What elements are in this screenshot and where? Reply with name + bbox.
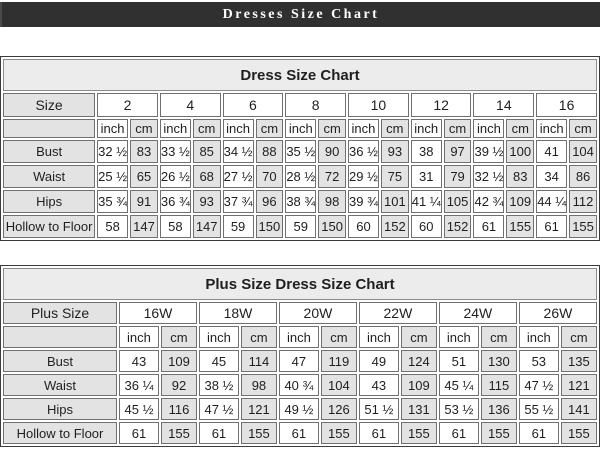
measurement-value-cell: 130 xyxy=(481,350,517,372)
unit-corner-cell xyxy=(3,119,95,138)
measurement-value-cell: 27 ½ xyxy=(223,165,254,188)
measurement-value-cell: 34 xyxy=(536,165,567,188)
measurement-value-cell: 86 xyxy=(569,165,597,188)
unit-inch-cell: inch xyxy=(285,119,316,138)
size-header-cell: 18W xyxy=(199,302,277,324)
plus-size-dress-size-chart-table xyxy=(0,265,600,447)
measurement-value-cell: 105 xyxy=(444,190,472,213)
measurement-value-cell: 88 xyxy=(256,140,284,163)
measurement-value-cell: 43 xyxy=(119,350,159,372)
size-header-cell: 22W xyxy=(359,302,437,324)
measurement-value-cell: 38 ¾ xyxy=(285,190,316,213)
measurement-value-cell: 61 xyxy=(119,422,159,444)
unit-inch-cell: inch xyxy=(519,326,559,348)
measurement-label: Bust xyxy=(3,350,117,372)
measurement-value-cell: 109 xyxy=(401,374,437,396)
measurement-value-cell: 29 ½ xyxy=(348,165,379,188)
size-corner-label: Size xyxy=(3,93,95,117)
measurement-label: Hips xyxy=(3,190,95,213)
page-header-bar xyxy=(0,2,600,27)
measurement-value-cell: 85 xyxy=(193,140,221,163)
measurement-value-cell: 96 xyxy=(256,190,284,213)
measurement-value-cell: 26 ½ xyxy=(160,165,191,188)
measurement-value-cell: 70 xyxy=(256,165,284,188)
size-header-cell: 20W xyxy=(279,302,357,324)
measurement-value-cell: 45 xyxy=(199,350,239,372)
measurement-value-cell: 43 xyxy=(359,374,399,396)
measurement-value-cell: 47 xyxy=(279,350,319,372)
measurement-value-cell: 60 xyxy=(411,215,442,238)
measurement-value-cell: 32 ½ xyxy=(97,140,128,163)
measurement-value-cell: 38 xyxy=(411,140,442,163)
measurement-value-cell: 155 xyxy=(401,422,437,444)
measurement-value-cell: 53 ½ xyxy=(439,398,479,420)
measurement-value-cell: 39 ¾ xyxy=(348,190,379,213)
size-corner-label: Plus Size xyxy=(3,302,117,324)
unit-cm-cell: cm xyxy=(506,119,534,138)
measurement-value-cell: 155 xyxy=(161,422,197,444)
measurement-value-cell: 37 ¾ xyxy=(223,190,254,213)
size-header-cell: 26W xyxy=(519,302,597,324)
measurement-value-cell: 36 ½ xyxy=(348,140,379,163)
measurement-label: Hips xyxy=(3,398,117,420)
measurement-value-cell: 147 xyxy=(130,215,158,238)
measurement-value-cell: 45 ¼ xyxy=(439,374,479,396)
measurement-value-cell: 61 xyxy=(519,422,559,444)
measurement-value-cell: 155 xyxy=(321,422,357,444)
measurement-value-cell: 35 ½ xyxy=(285,140,316,163)
measurement-value-cell: 34 ½ xyxy=(223,140,254,163)
measurement-value-cell: 115 xyxy=(481,374,517,396)
unit-cm-cell: cm xyxy=(241,326,277,348)
unit-inch-cell: inch xyxy=(97,119,128,138)
measurement-value-cell: 93 xyxy=(381,140,409,163)
measurement-value-cell: 47 ½ xyxy=(519,374,559,396)
measurement-value-cell: 49 ½ xyxy=(279,398,319,420)
measurement-value-cell: 155 xyxy=(569,215,597,238)
size-header-cell: 2 xyxy=(97,93,158,117)
measurement-label: Waist xyxy=(3,374,117,396)
measurement-label: Hollow to Floor xyxy=(3,215,95,238)
table-title: Plus Size Dress Size Chart xyxy=(3,268,597,300)
measurement-value-cell: 61 xyxy=(473,215,504,238)
measurement-label: Bust xyxy=(3,140,95,163)
unit-inch-cell: inch xyxy=(279,326,319,348)
measurement-value-cell: 112 xyxy=(569,190,597,213)
measurement-value-cell: 61 xyxy=(536,215,567,238)
size-header-cell: 16 xyxy=(536,93,597,117)
measurement-value-cell: 101 xyxy=(381,190,409,213)
unit-cm-cell: cm xyxy=(193,119,221,138)
measurement-value-cell: 136 xyxy=(481,398,517,420)
measurement-value-cell: 135 xyxy=(561,350,597,372)
unit-cm-cell: cm xyxy=(481,326,517,348)
measurement-value-cell: 49 xyxy=(359,350,399,372)
measurement-value-cell: 47 ½ xyxy=(199,398,239,420)
measurement-value-cell: 109 xyxy=(506,190,534,213)
measurement-value-cell: 119 xyxy=(321,350,357,372)
size-header-cell: 12 xyxy=(411,93,472,117)
measurement-value-cell: 155 xyxy=(241,422,277,444)
unit-cm-cell: cm xyxy=(318,119,346,138)
measurement-value-cell: 53 xyxy=(519,350,559,372)
measurement-value-cell: 147 xyxy=(193,215,221,238)
measurement-value-cell: 40 ¾ xyxy=(279,374,319,396)
measurement-value-cell: 114 xyxy=(241,350,277,372)
measurement-value-cell: 59 xyxy=(223,215,254,238)
dress-size-chart-table xyxy=(0,56,600,241)
measurement-value-cell: 55 ½ xyxy=(519,398,559,420)
measurement-value-cell: 36 ¾ xyxy=(160,190,191,213)
measurement-value-cell: 152 xyxy=(381,215,409,238)
size-header-cell: 6 xyxy=(223,93,284,117)
measurement-value-cell: 116 xyxy=(161,398,197,420)
measurement-value-cell: 61 xyxy=(199,422,239,444)
measurement-value-cell: 51 ½ xyxy=(359,398,399,420)
unit-inch-cell: inch xyxy=(223,119,254,138)
measurement-value-cell: 61 xyxy=(439,422,479,444)
page-title: Dresses Size Chart xyxy=(222,6,380,22)
size-header-cell: 4 xyxy=(160,93,221,117)
unit-inch-cell: inch xyxy=(160,119,191,138)
measurement-value-cell: 121 xyxy=(241,398,277,420)
measurement-value-cell: 51 xyxy=(439,350,479,372)
unit-cm-cell: cm xyxy=(256,119,284,138)
unit-inch-cell: inch xyxy=(199,326,239,348)
measurement-value-cell: 65 xyxy=(130,165,158,188)
measurement-value-cell: 72 xyxy=(318,165,346,188)
measurement-value-cell: 31 xyxy=(411,165,442,188)
measurement-value-cell: 121 xyxy=(561,374,597,396)
measurement-label: Waist xyxy=(3,165,95,188)
measurement-label: Hollow to Floor xyxy=(3,422,117,444)
measurement-value-cell: 83 xyxy=(130,140,158,163)
measurement-value-cell: 90 xyxy=(318,140,346,163)
measurement-value-cell: 28 ½ xyxy=(285,165,316,188)
size-header-cell: 10 xyxy=(348,93,409,117)
measurement-value-cell: 32 ½ xyxy=(473,165,504,188)
measurement-value-cell: 39 ½ xyxy=(473,140,504,163)
measurement-value-cell: 98 xyxy=(318,190,346,213)
table-title: Dress Size Chart xyxy=(3,59,597,91)
measurement-value-cell: 92 xyxy=(161,374,197,396)
measurement-value-cell: 25 ½ xyxy=(97,165,128,188)
measurement-value-cell: 58 xyxy=(160,215,191,238)
measurement-value-cell: 59 xyxy=(285,215,316,238)
measurement-value-cell: 61 xyxy=(359,422,399,444)
unit-cm-cell: cm xyxy=(569,119,597,138)
unit-cm-cell: cm xyxy=(381,119,409,138)
unit-inch-cell: inch xyxy=(473,119,504,138)
measurement-value-cell: 98 xyxy=(241,374,277,396)
measurement-value-cell: 79 xyxy=(444,165,472,188)
measurement-value-cell: 75 xyxy=(381,165,409,188)
unit-cm-cell: cm xyxy=(321,326,357,348)
measurement-value-cell: 45 ½ xyxy=(119,398,159,420)
measurement-value-cell: 91 xyxy=(130,190,158,213)
measurement-value-cell: 150 xyxy=(256,215,284,238)
size-header-cell: 14 xyxy=(473,93,534,117)
measurement-value-cell: 109 xyxy=(161,350,197,372)
measurement-value-cell: 41 xyxy=(536,140,567,163)
unit-inch-cell: inch xyxy=(119,326,159,348)
size-header-cell: 8 xyxy=(285,93,346,117)
measurement-value-cell: 104 xyxy=(321,374,357,396)
measurement-value-cell: 124 xyxy=(401,350,437,372)
measurement-value-cell: 60 xyxy=(348,215,379,238)
measurement-value-cell: 141 xyxy=(561,398,597,420)
measurement-value-cell: 61 xyxy=(279,422,319,444)
unit-inch-cell: inch xyxy=(359,326,399,348)
unit-cm-cell: cm xyxy=(444,119,472,138)
measurement-value-cell: 35 ¾ xyxy=(97,190,128,213)
unit-corner-cell xyxy=(3,326,117,348)
unit-inch-cell: inch xyxy=(411,119,442,138)
unit-cm-cell: cm xyxy=(401,326,437,348)
measurement-value-cell: 155 xyxy=(481,422,517,444)
measurement-value-cell: 93 xyxy=(193,190,221,213)
measurement-value-cell: 36 ¼ xyxy=(119,374,159,396)
unit-inch-cell: inch xyxy=(439,326,479,348)
measurement-value-cell: 42 ¾ xyxy=(473,190,504,213)
measurement-value-cell: 41 ¼ xyxy=(411,190,442,213)
measurement-value-cell: 150 xyxy=(318,215,346,238)
unit-cm-cell: cm xyxy=(161,326,197,348)
unit-inch-cell: inch xyxy=(536,119,567,138)
unit-cm-cell: cm xyxy=(561,326,597,348)
measurement-value-cell: 126 xyxy=(321,398,357,420)
unit-inch-cell: inch xyxy=(348,119,379,138)
measurement-value-cell: 155 xyxy=(506,215,534,238)
measurement-value-cell: 100 xyxy=(506,140,534,163)
measurement-value-cell: 97 xyxy=(444,140,472,163)
unit-cm-cell: cm xyxy=(130,119,158,138)
size-header-cell: 16W xyxy=(119,302,197,324)
measurement-value-cell: 104 xyxy=(569,140,597,163)
measurement-value-cell: 155 xyxy=(561,422,597,444)
measurement-value-cell: 58 xyxy=(97,215,128,238)
measurement-value-cell: 44 ¼ xyxy=(536,190,567,213)
size-header-cell: 24W xyxy=(439,302,517,324)
measurement-value-cell: 152 xyxy=(444,215,472,238)
measurement-value-cell: 68 xyxy=(193,165,221,188)
measurement-value-cell: 131 xyxy=(401,398,437,420)
measurement-value-cell: 38 ½ xyxy=(199,374,239,396)
measurement-value-cell: 83 xyxy=(506,165,534,188)
measurement-value-cell: 33 ½ xyxy=(160,140,191,163)
size-chart-page xyxy=(0,2,600,447)
